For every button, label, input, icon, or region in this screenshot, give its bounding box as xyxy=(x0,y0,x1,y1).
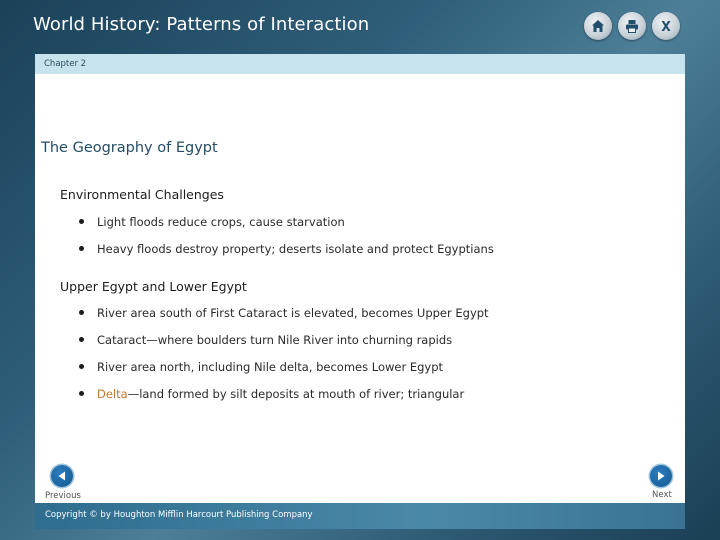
chapter-strip xyxy=(35,54,685,74)
app-title: World History: Patterns of Interaction xyxy=(33,14,370,35)
previous-button[interactable] xyxy=(51,465,73,487)
list-item: Cataract—where boulders turn Nile River into churning rapids xyxy=(77,333,489,360)
list-item: Light floods reduce crops, cause starvation xyxy=(77,215,494,242)
list-item: River area north, including Nile delta, becomes Lower Egypt xyxy=(77,360,489,387)
close-icon[interactable] xyxy=(652,12,680,40)
list-item: River area south of First Cataract is elevated, becomes Upper Egypt xyxy=(77,306,489,333)
arrow-right-icon xyxy=(655,470,667,482)
nav-icons xyxy=(584,12,680,40)
home-icon[interactable] xyxy=(584,12,612,40)
list-item: Heavy floods destroy property; deserts isolate and protect Egyptians xyxy=(77,242,494,269)
footer-strip xyxy=(35,503,685,529)
next-label[interactable]: Next xyxy=(652,490,672,500)
bullet-list-environmental xyxy=(77,215,494,269)
title-bar xyxy=(0,0,720,54)
print-icon[interactable] xyxy=(618,12,646,40)
section-heading-environmental-challenges: Environmental Challenges xyxy=(60,187,224,202)
copyright-text: Copyright © by Houghton Mifflin Harcourt Publishing Company xyxy=(45,510,313,520)
list-item-delta xyxy=(77,387,489,414)
content-panel xyxy=(35,54,685,503)
delta-definition: —land formed by silt deposits at mouth of river; triangular xyxy=(127,387,465,401)
next-button[interactable] xyxy=(650,465,672,487)
section-heading-upper-lower-egypt: Upper Egypt and Lower Egypt xyxy=(60,279,247,294)
bullet-list-upper-lower xyxy=(77,306,489,414)
previous-label[interactable]: Previous xyxy=(45,491,81,501)
slide-title: The Geography of Egypt xyxy=(41,140,218,156)
term-delta: Delta xyxy=(97,387,128,401)
arrow-left-icon xyxy=(56,470,68,482)
chapter-label: Chapter 2 xyxy=(44,59,87,69)
